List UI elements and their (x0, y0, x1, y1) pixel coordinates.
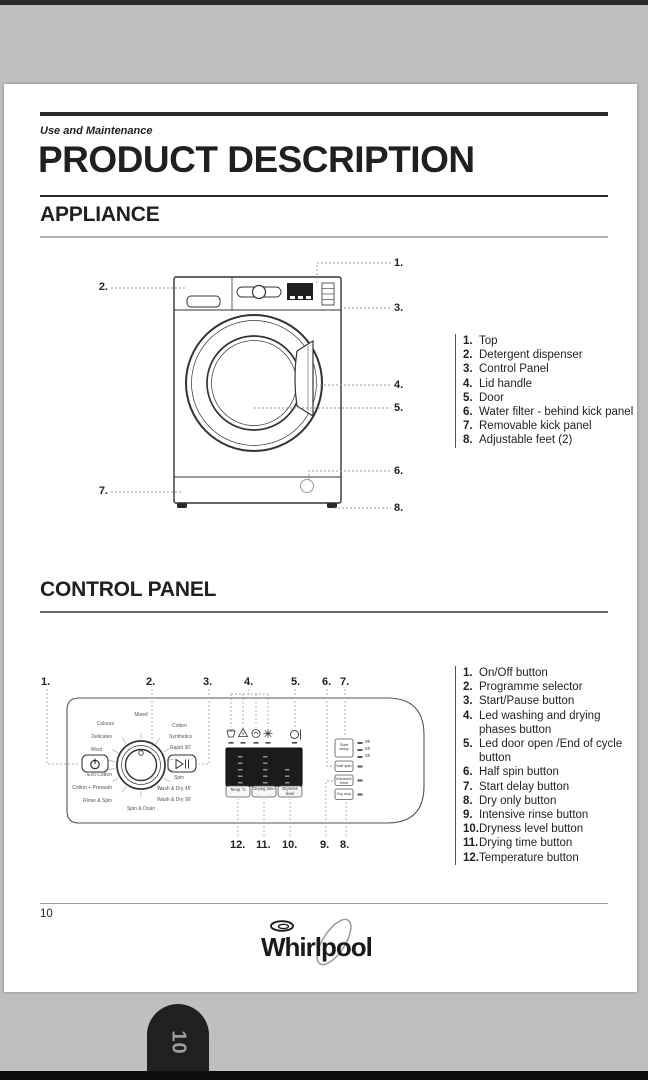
page-title: PRODUCT DESCRIPTION (38, 139, 475, 180)
cp-callout-4: 4. (244, 676, 254, 688)
cp-callout-5: 5. (291, 676, 301, 688)
legend-item: 12.Temperature button (463, 851, 579, 864)
legend-item: 5. Led door open /End of cycle button (463, 738, 623, 765)
dial-label-eco-cotton: Eco Cotton (87, 772, 112, 778)
legend-item: 1. On/Off button (463, 667, 548, 679)
cp-callout-1: 1. (41, 676, 51, 688)
footer-rule (40, 903, 608, 904)
legend-item: 8. Dry only button (463, 794, 557, 807)
legend-item: 9. Intensive rinse button (463, 809, 589, 822)
appliance-callout-2: 2. (98, 281, 108, 293)
page-index-tab (147, 1004, 209, 1080)
whirlpool-spiral-icon (271, 921, 293, 931)
drying-time-button-label: Drying time (253, 786, 275, 791)
dry-phase-icon (264, 729, 273, 738)
delay-9h-label: 9h (365, 740, 371, 745)
dial-label-cotton-prewash: Cotton + Prewash (72, 785, 112, 791)
legend-item: 7. Start delay button (463, 780, 570, 793)
cp-callout-12: 12. (230, 839, 246, 851)
dial-label-wash-dry-45: Wash & Dry 45' (157, 786, 192, 792)
control-panel-heading: CONTROL PANEL (40, 578, 217, 601)
appliance-legend (455, 334, 635, 448)
brand-wordmark: Whirlpool (261, 932, 372, 962)
legend-item: 10.Dryness level button (463, 823, 584, 836)
delay-6h-label: 6h (365, 747, 371, 752)
appliance-callout-1: 1. (394, 257, 404, 269)
section-eyebrow: Use and Maintenance (40, 125, 153, 137)
page-number: 10 (40, 908, 53, 920)
legend-item: 11.Drying time button (463, 837, 573, 850)
delay-3h-label: 3h (365, 754, 371, 759)
whirlpool-logo (261, 914, 372, 970)
dial-label-spin-drain: Spin & Drain (126, 806, 156, 812)
legend-item: 4. Lid handle (463, 377, 533, 390)
bottom-border-bar (0, 1071, 648, 1080)
cp-callout-9: 9. (320, 839, 330, 851)
legend-item: 3. Start/Pause button (463, 695, 575, 708)
control-panel-legend (455, 666, 639, 865)
dial-label-rinse-spin: Rinse & Spin (83, 798, 112, 804)
cp-callout-6: 6. (322, 676, 332, 688)
washing-machine-figure (174, 277, 341, 508)
legend-item: 1. Top (463, 335, 498, 347)
dryness-level-button-label: Dryness level (282, 786, 298, 796)
cp-callout-3: 3. (203, 676, 213, 688)
cp-callout-11: 11. (256, 839, 271, 851)
cp-callout-7: 7. (340, 676, 350, 688)
legend-item: 7. Removable kick panel (463, 420, 592, 433)
page-index-tab-label: 10 (167, 1029, 190, 1055)
appliance-callout-7: 7. (98, 485, 108, 497)
legend-item: 6. Half spin button (463, 766, 559, 779)
dial-label-colours: Colours (96, 721, 114, 727)
appliance-callout-8: 8. (394, 502, 404, 514)
legend-item: 2. Detergent dispenser (463, 349, 583, 362)
legend-item: 3. Control Panel (463, 363, 549, 376)
appliance-callout-4: 4. (394, 379, 404, 391)
manual-page (4, 84, 637, 992)
half-spin-button-label: Half spin (336, 763, 352, 768)
intensive-rinse-button-label: Intensive rinse (336, 775, 352, 785)
cp-callout-8: 8. (340, 839, 350, 851)
dry-only-button-label: Dry only (336, 791, 352, 796)
top-border-bar (0, 0, 648, 5)
dial-label-delicates: Delicates (91, 734, 112, 740)
dial-label-mixed: Mixed (134, 712, 148, 718)
cp-callout-10: 10. (282, 839, 298, 851)
temp-button-label: Temp °C (229, 787, 247, 792)
legend-item: 8. Adjustable feet (2) (463, 434, 573, 447)
display-screen (226, 748, 302, 786)
dial-label-spin: Spin (174, 775, 185, 781)
dial-label-wash-dry-90: Wash & Dry 90' (157, 797, 192, 803)
appliance-callout-5: 5. (394, 402, 404, 414)
legend-item: 5. Door (463, 391, 504, 404)
dial-label-wool: Wool (90, 747, 102, 753)
legend-item: 4. Led washing and drying phases button (463, 709, 601, 736)
appliance-callout-3: 3. (394, 302, 404, 314)
legend-item: 6. Water filter - behind kick panel (463, 406, 634, 419)
appliance-heading: APPLIANCE (40, 203, 160, 226)
dial-label-rapid30: Rapid 30' (170, 745, 191, 751)
legend-item: 2. Programme selector (463, 681, 583, 694)
dial-label-cotton: Cotton (172, 723, 187, 729)
appliance-callout-6: 6. (394, 465, 404, 477)
dial-label-synthetics: Synthetics (169, 734, 193, 740)
cp-callout-2: 2. (146, 676, 156, 688)
start-delay-button-label: Start delay (339, 742, 349, 752)
